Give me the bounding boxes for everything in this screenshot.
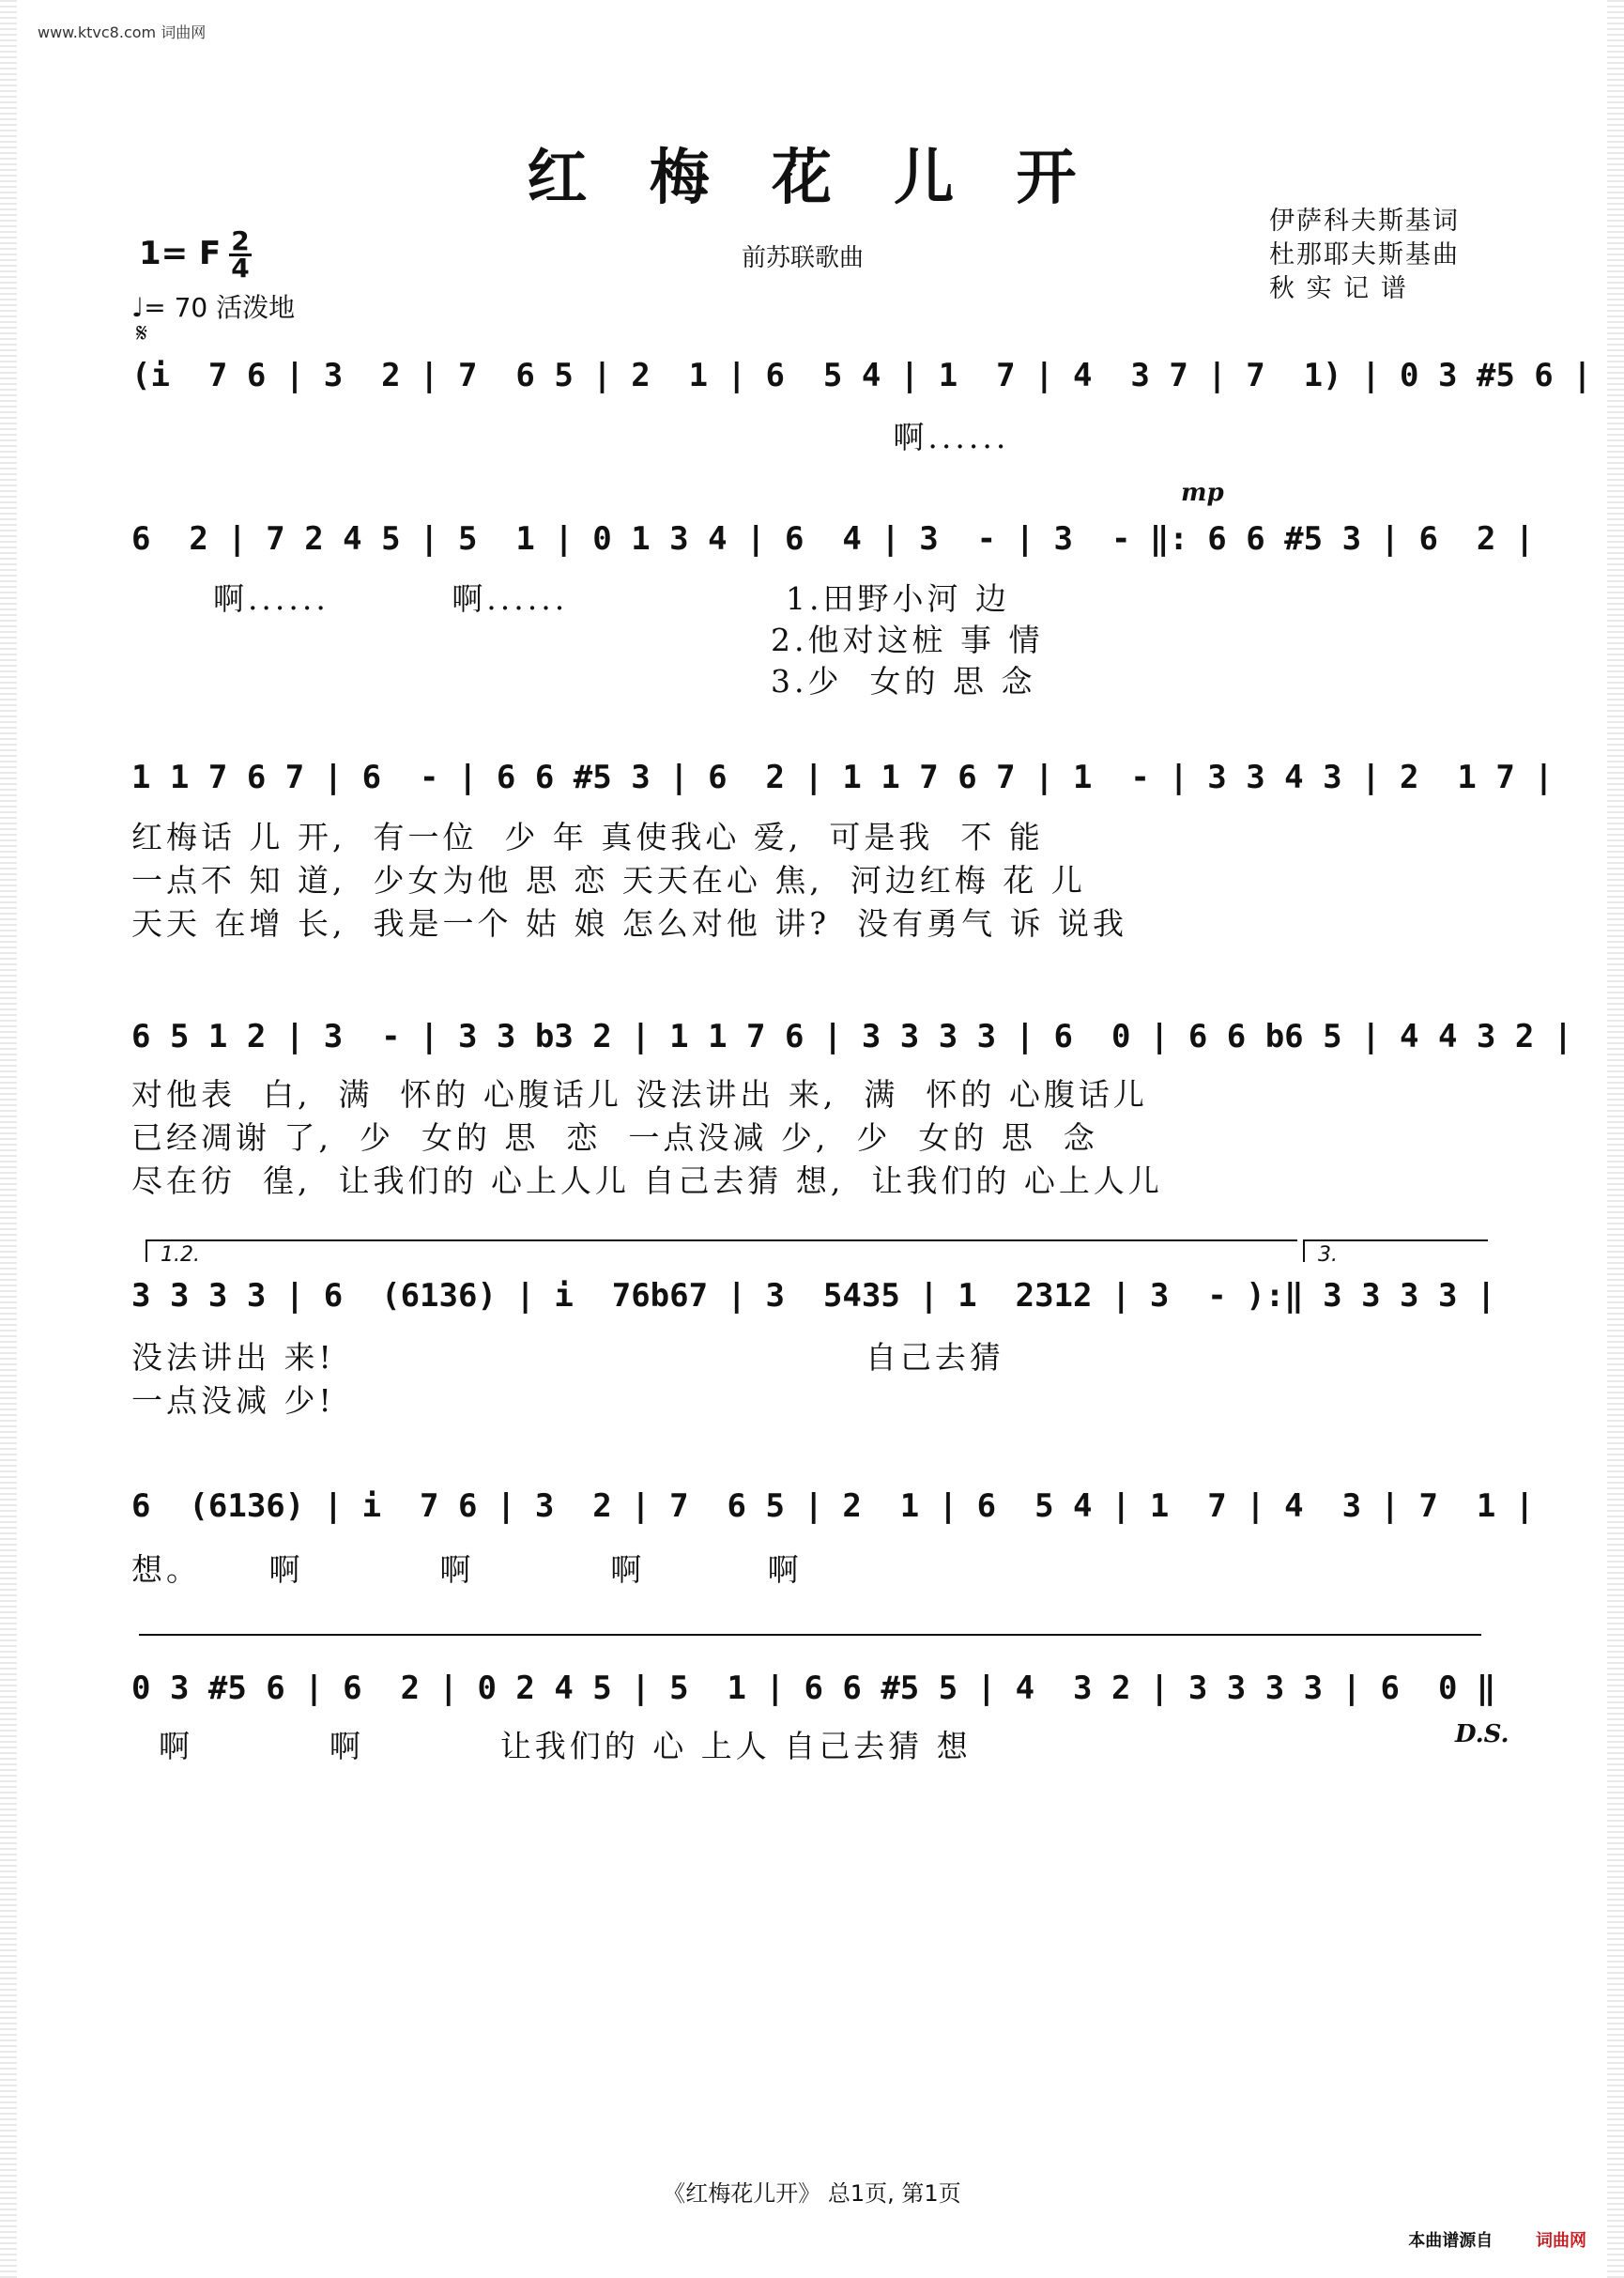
- time-signature: [229, 225, 252, 284]
- transcriber-credit: 秋 实 记 谱: [1269, 274, 1408, 303]
- time-signature-top: 2: [231, 225, 250, 256]
- score-system-3-notes: 1 1 7 6 7 | 6 - | 6 6 #5 3 | 6 2 | 1 1 7 6 7 | 1 - | 3 3 4 3 | 2 1 7 |: [131, 759, 1554, 796]
- composer-credit: 杜那耶夫斯基曲: [1269, 240, 1460, 269]
- score-system-1-notes: (i 7 6 | 3 2 | 7 6 5 | 2 1 | 6 5 4 | 1 7 | 4 3 7 | 7 1) | 0 3 #5 6 |: [131, 357, 1592, 394]
- score-system-2-lyric-1: 啊...... 啊...... 1.田野小河 边: [131, 580, 1011, 617]
- score-system-2-notes: 6 2 | 7 2 4 5 | 5 1 | 0 1 3 4 | 6 4 | 3 - | 3 - ‖: 6 6 #5 3 | 6 2 |: [131, 520, 1535, 558]
- time-signature-bottom: 4: [231, 253, 250, 284]
- score-system-2-lyric-3: 3.少 女的 思 念: [131, 663, 1036, 700]
- right-margin-strip: [1607, 0, 1624, 2278]
- final-system-bracket: [139, 1634, 1481, 1636]
- score-system-1-lyric-1: 啊......: [131, 419, 1010, 455]
- score-system-4-lyric-3: 尽在彷 徨, 让我们的 心上人儿 自己去猜 想, 让我们的 心上人儿: [131, 1162, 1163, 1199]
- source-label: 本曲谱源自: [1408, 2231, 1494, 2251]
- volta-bracket-1-2: [146, 1239, 1297, 1267]
- brand-logo: 词曲网: [1536, 2231, 1586, 2251]
- volta-label-3: 3.: [1318, 1243, 1338, 1267]
- score-system-6-notes: 6 (6136) | i 7 6 | 3 2 | 7 6 5 | 2 1 | 6 5 4 | 1 7 | 4 3 | 7 1 |: [131, 1487, 1535, 1525]
- volta-label-1-2: 1.2.: [161, 1243, 200, 1267]
- tempo-marking: ♩= 70 活泼地: [131, 292, 296, 323]
- score-system-3-lyric-2: 一点不 知 道, 少女为他 思 恋 天天在心 焦, 河边红梅 花 儿: [131, 862, 1086, 899]
- dal-segno-mark: D.S.: [1455, 1720, 1509, 1748]
- score-system-4-lyric-2: 已经凋谢 了, 少 女的 思 恋 一点没减 少, 少 女的 思 念: [131, 1119, 1098, 1156]
- score-system-5-notes: 3 3 3 3 | 6 (6136) | i 76b67 | 3 5435 | 1 2312 | 3 - ):‖ 3 3 3 3 |: [131, 1277, 1496, 1315]
- score-system-5-lyric-2: 一点没减 少!: [131, 1382, 335, 1419]
- score-system-4-notes: 6 5 1 2 | 3 - | 3 3 b3 2 | 1 1 7 6 | 3 3 3 3 | 6 0 | 6 6 b6 5 | 4 4 3 2 |: [131, 1018, 1573, 1055]
- key-signature: 1= F: [139, 235, 222, 272]
- page-footer: 《红梅花儿开》 总1页, 第1页: [663, 2180, 961, 2207]
- volta-bracket-3: [1303, 1239, 1488, 1267]
- watermark: www.ktvc8.com 词曲网: [38, 23, 207, 41]
- score-system-4-lyric-1: 对他表 白, 满 怀的 心腹话儿 没法讲出 来, 满 怀的 心腹话儿: [131, 1076, 1148, 1113]
- segno-icon: 𝄋: [136, 317, 148, 348]
- credits: [1269, 205, 1460, 306]
- dynamic-mark: mp: [1181, 479, 1224, 507]
- left-margin-strip: [0, 0, 17, 2278]
- lyricist-credit: 伊萨科夫斯基词: [1269, 207, 1460, 236]
- song-title: 红 梅 花 儿 开: [527, 143, 1097, 213]
- score-system-7-lyric-1: 啊 啊 让我们的 心 上人 自己去猜 想: [131, 1728, 972, 1764]
- score-system-5-lyric-1: 没法讲出 来! 自己去猜: [131, 1339, 1004, 1376]
- score-system-6-lyric-1: 想。 啊 啊 啊 啊: [131, 1551, 803, 1588]
- source-credit: [1408, 2227, 1586, 2252]
- score-system-3-lyric-3: 天天 在增 长, 我是一个 姑 娘 怎么对他 讲? 没有勇气 诉 说我: [131, 905, 1128, 942]
- song-subtitle: 前苏联歌曲: [742, 244, 865, 272]
- score-system-7-notes: 0 3 #5 6 | 6 2 | 0 2 4 5 | 5 1 | 6 6 #5 5 | 4 3 2 | 3 3 3 3 | 6 0 ‖: [131, 1670, 1496, 1707]
- score-system-2-lyric-2: 2.他对这桩 事 情: [131, 622, 1044, 658]
- score-system-3-lyric-1: 红梅话 儿 开, 有一位 少 年 真使我心 爱, 可是我 不 能: [131, 819, 1044, 855]
